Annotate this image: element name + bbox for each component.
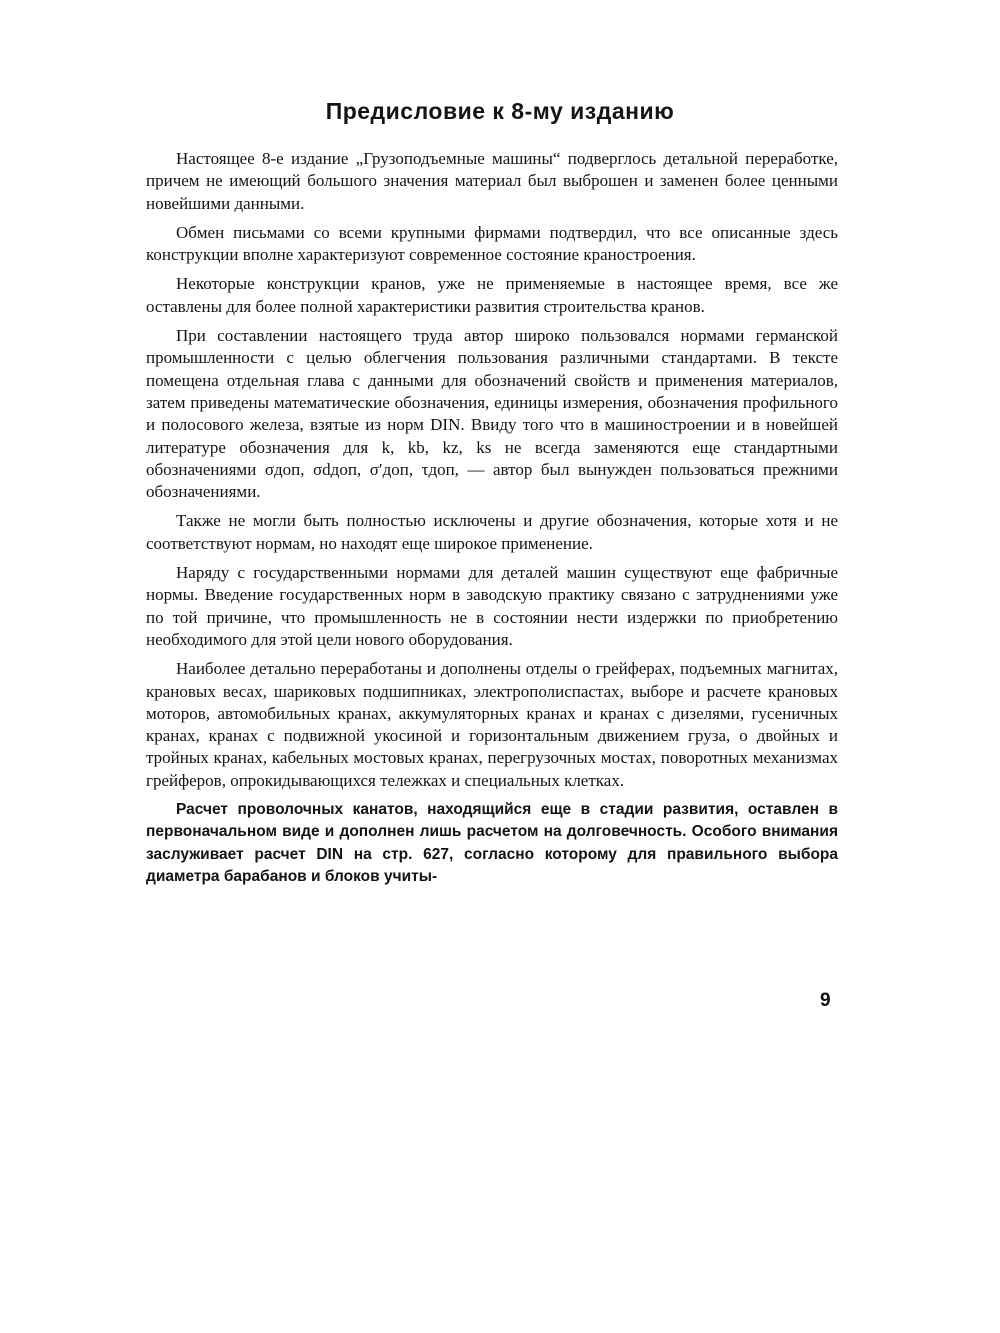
preface-body bbox=[146, 148, 838, 895]
paragraph-text: Наиболее детально переработаны и дополнены отделы о грейферах, подъемных магнитах, крановых весах, шариковых подшипниках, электрополиспастах, выборе и расчете крановых моторов, автомобильных кранах, аккумуляторных кранах и кранах с дизелями, гусеничных кранах, кранах с подвижной укосиной и горизонтальным движением груза, о двойных и тройных кранах, кабельных мостовых кранах, перегрузочных мостах, поворотных механизмах грейферов, опрокидывающихся тележках и специальных клетках. bbox=[146, 659, 838, 790]
paragraph-text: Обмен письмами со всеми крупными фирмами подтвердил, что все описанные здесь конструкции вполне характеризуют современное состояние краностроения. bbox=[146, 222, 838, 265]
paragraph-4 bbox=[146, 325, 838, 503]
paragraph-8 bbox=[146, 799, 838, 888]
page-title: Предисловие к 8-му изданию bbox=[325, 98, 675, 124]
paragraph-text: Расчет проволочных канатов, находящийся еще в стадии развития, оставлен в первоначальном виде и дополнен лишь расчетом на долговечность. Особого внимания заслуживает расчет DIN на стр. 627, согласно которому для правильного выбора диаметра барабанов и блоков учиты- bbox=[146, 801, 838, 885]
paragraph-2 bbox=[146, 222, 838, 267]
paragraph-text: Некоторые конструкции кранов, уже не применяемые в настоящее время, все же оставлены для более полной характеристики развития строительства кранов. bbox=[146, 274, 838, 316]
page-number: 9 bbox=[820, 990, 831, 1011]
paragraph-5 bbox=[146, 510, 838, 555]
paragraph-text: Также не могли быть полностью исключены и другие обозначения, которые хотя и не соответствуют нормам, но находят еще широкое применение. bbox=[146, 511, 838, 553]
paragraph-text: Наряду с государственными нормами для деталей машин существуют еще фабричные нормы. Введение государственных норм в заводскую практику связано с затруднениями уже по той причине, что промышленность не в состоянии нести издержки по приобретению необходимого для этой цели нового оборудования. bbox=[146, 563, 838, 649]
paragraph-text: При составлении настоящего труда автор широко пользовался нормами германской промышленности с целью облегчения пользования различными стандартами. В тексте помещена отдельная глава с данными для обозначений свойств и применения материалов, затем приведены математические обозначения, единицы измерения, обозначения профильного и полосового железа, взятые из норм DIN. Ввиду того что в машиностроении и в новейшей литературе обозначения для k, kb, kz, ks не всегда заменяются еще стандартными обозначениями σдоп, σdдоп, σ′доп, τдоп, — автор был вынужден пользоваться прежними обозначениями. bbox=[146, 326, 838, 502]
paragraph-text: Настоящее 8-е издание „Грузоподъемные машины“ подверглось детальной переработке, причем не имеющий большого значения материал был выброшен и заменен более ценными новейшими данными. bbox=[146, 149, 838, 213]
paragraph-1 bbox=[146, 148, 838, 215]
paragraph-3 bbox=[146, 273, 838, 318]
paragraph-7 bbox=[146, 658, 838, 792]
paragraph-6 bbox=[146, 562, 838, 651]
